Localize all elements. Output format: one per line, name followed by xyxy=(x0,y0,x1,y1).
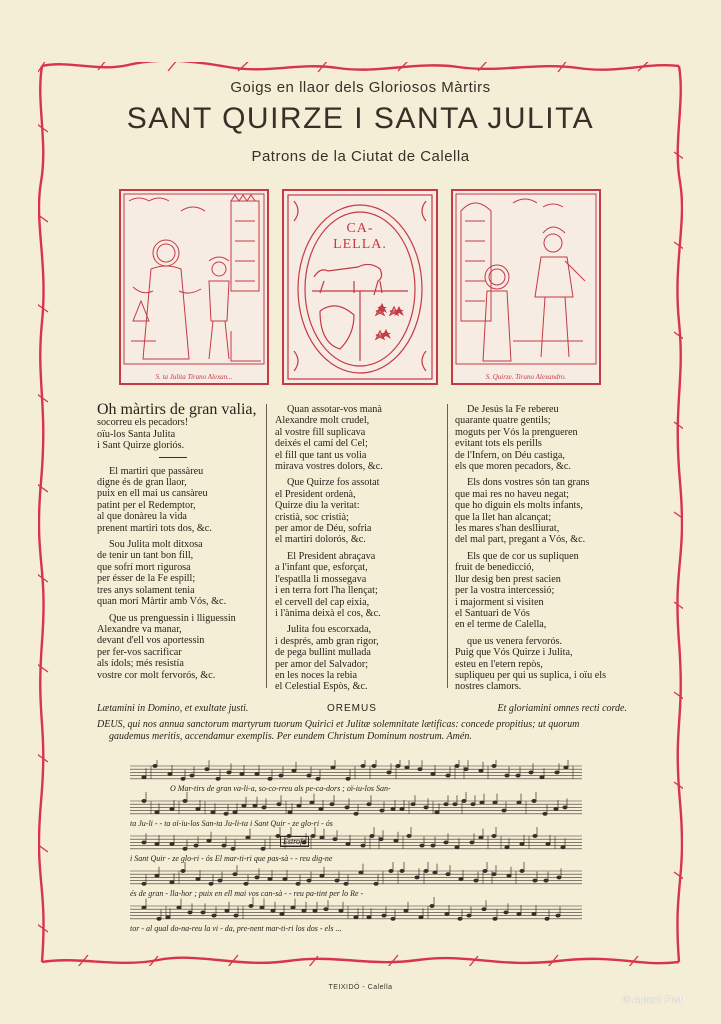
music-note xyxy=(181,777,185,780)
music-note xyxy=(482,908,486,911)
music-note xyxy=(462,799,466,802)
music-note xyxy=(142,799,146,802)
music-note xyxy=(344,882,348,885)
music-note xyxy=(268,777,272,780)
music-note xyxy=(505,774,509,777)
music-note xyxy=(227,771,231,774)
music-note xyxy=(407,834,411,837)
music-note xyxy=(313,909,317,912)
verse-5: Quan assotar-vos manà Alexandre molt crudel, al vostre fill suplicava deixés el camí del Cel; el fill que tant us volia mirava vostres dolors, &c. xyxy=(275,404,383,473)
music-note xyxy=(504,911,508,914)
music-note xyxy=(516,774,520,777)
music-note xyxy=(183,799,187,802)
printer-credit: TEIXIDÓ - Calella xyxy=(328,984,393,991)
music-note xyxy=(262,806,266,809)
lyric-line-2: ta Ju-li - - ta oï-iu-los San-ta Ju-li-ta i Sant Quir - ze glo-ri - ós xyxy=(130,819,333,828)
music-note xyxy=(370,834,374,837)
music-note xyxy=(361,844,365,847)
shield-line1: CA- xyxy=(346,221,374,236)
music-note xyxy=(433,871,437,874)
music-note xyxy=(181,869,185,872)
music-note xyxy=(444,803,448,806)
music-note xyxy=(557,876,561,879)
page-title: SANT QUIRZE I SANTA JULITA xyxy=(126,102,595,135)
music-note xyxy=(183,847,187,850)
music-note xyxy=(209,882,213,885)
music-note xyxy=(455,764,459,767)
music-note xyxy=(474,879,478,882)
music-note xyxy=(194,844,198,847)
music-note xyxy=(205,768,209,771)
music-note xyxy=(415,876,419,879)
music-note xyxy=(400,807,404,810)
music-note xyxy=(261,847,265,850)
music-note xyxy=(246,836,250,839)
verse-10: Els dons vostres són tan grans que mai res no haveu negat; que ho diguin els molts infants, que la llet han alcançat; les mares s'han deslliurat, del mal part, pregant a Vós, &c. xyxy=(455,477,590,546)
music-note xyxy=(431,772,435,775)
music-note xyxy=(255,876,259,879)
lyric-line-5: tor - al qual do-na-reu la vi - da, pre-nent mar-ti-ri los dos - els ... xyxy=(130,924,342,933)
music-note xyxy=(445,912,449,915)
music-note xyxy=(190,774,194,777)
caption-right: S. Quirze. Tirano Alexandro. xyxy=(485,373,567,381)
music-note xyxy=(222,844,226,847)
music-note xyxy=(372,764,376,767)
verse-9: De Jesús la Fe rebereu quarante quatre gentils; moguts per Vós la prengueren evitant tots els perills de l'Infern, on Déu castiga, els que moren pecadors, &c. xyxy=(455,404,578,473)
lyric-line-3: i Sant Quir - ze glo-ri - ós El mar-ti-ri que pas-sà - - reu dig-ne xyxy=(130,854,333,863)
oremus-title: OREMUS xyxy=(327,703,377,714)
verse-column-1 xyxy=(97,401,262,686)
music-note xyxy=(155,811,159,814)
prayer-line-1: DEUS, qui nos annua sanctorum martyrum tuorum Quirici et Julitæ solemnitate lætificas: concede propitius; ut quorum xyxy=(97,719,580,730)
music-note xyxy=(311,834,315,837)
verse-4: Que us prenguessin i lliguessin Alexandre va manar, devant d'ell vos aportessin per fer-vos sacrificar als ídols; més resistía vostre cor molt fervorós, &c. xyxy=(97,612,236,681)
music-note xyxy=(431,844,435,847)
music-note xyxy=(196,877,200,880)
music-note xyxy=(280,912,284,915)
music-note xyxy=(493,917,497,920)
verse-11: Els que de cor us supliquen fruit de benedicció, llur desig ben prest sacien per la vostra intercessió; i majorment si visiten el Santuari de Vós en el terme de Calella, xyxy=(455,550,579,631)
music-note xyxy=(561,846,565,849)
music-score xyxy=(130,760,585,940)
music-note xyxy=(331,766,335,769)
music-note xyxy=(554,807,558,810)
music-note xyxy=(320,874,324,877)
music-note xyxy=(471,803,475,806)
verse-1: Oh màrtirs de gran valia, socorreu els pecadors! oïu-los Santa Julita i Sant Quirze gloriós. xyxy=(97,401,257,452)
music-note xyxy=(346,777,350,780)
music-note xyxy=(405,766,409,769)
music-note xyxy=(361,764,365,767)
music-note xyxy=(279,774,283,777)
music-note xyxy=(354,916,358,919)
verse-12: que us venera fervorós. Puig que Vós Quirze i Julita, esteu en l'etern repòs, supliqueu per qui us suplica, i oïu els nostres clamors. xyxy=(455,635,607,693)
music-note xyxy=(479,836,483,839)
music-note xyxy=(216,777,220,780)
antiphon-right: Et gloriamini omnes recti corde. xyxy=(497,703,627,714)
music-note xyxy=(233,811,237,814)
music-note xyxy=(277,803,281,806)
music-note xyxy=(400,869,404,872)
music-note xyxy=(540,776,544,779)
music-note xyxy=(142,841,146,844)
music-note xyxy=(418,768,422,771)
music-note xyxy=(268,877,272,880)
music-note xyxy=(532,912,536,915)
music-note xyxy=(505,846,509,849)
verses xyxy=(97,401,627,693)
lyric-line-1: O Mar-tirs de gran va-li-a, so-co-rreu als pe-ca-dors ; oï-iu-los San- xyxy=(170,784,391,793)
music-note xyxy=(157,917,161,920)
music-note xyxy=(142,776,146,779)
music-note xyxy=(224,812,228,815)
music-note xyxy=(564,766,568,769)
music-note xyxy=(492,834,496,837)
music-note xyxy=(310,801,314,804)
music-note xyxy=(188,911,192,914)
music-note xyxy=(253,804,257,807)
music-note xyxy=(380,809,384,812)
music-note xyxy=(446,873,450,876)
music-note xyxy=(396,764,400,767)
separator xyxy=(159,457,187,458)
music-note xyxy=(233,873,237,876)
music-note xyxy=(464,768,468,771)
music-note xyxy=(324,908,328,911)
music-note xyxy=(483,869,487,872)
music-note xyxy=(520,869,524,872)
music-note xyxy=(330,803,334,806)
music-note xyxy=(211,811,215,814)
verse-2: El martiri que passàreu digne és de gran llaor, puix en ell mai us cansàreu patint per el Redemptor, al que donàreu la vida prenent martiri tots dos, &c. xyxy=(97,465,212,534)
music-note xyxy=(345,806,349,809)
music-note xyxy=(379,838,383,841)
music-note xyxy=(480,801,484,804)
verse-3: Sou Julita molt ditxosa de tenir un tant bon fill, que sofrí mort rigurosa per ésser de la Fe espill; tres anys solament tenia quan morí Màrtir amb Vós, &c. xyxy=(97,539,227,608)
header-subtitle: Goigs en llaor dels Gloriosos Màrtirs xyxy=(230,79,491,96)
caption-left: S. ta Julita Tirano Alexan... xyxy=(155,373,233,381)
music-note xyxy=(320,836,324,839)
music-note xyxy=(543,812,547,815)
music-note xyxy=(244,882,248,885)
music-note xyxy=(212,914,216,917)
music-note xyxy=(517,912,521,915)
antiphon-left: Lætamini in Domino, et exultate justi. xyxy=(97,703,249,714)
music-note xyxy=(319,807,323,810)
music-note xyxy=(170,842,174,845)
music-note xyxy=(240,772,244,775)
music-note xyxy=(170,807,174,810)
music-note xyxy=(333,838,337,841)
music-note xyxy=(520,842,524,845)
music-note xyxy=(166,916,170,919)
music-note xyxy=(389,869,393,872)
music-note xyxy=(555,771,559,774)
music-note xyxy=(435,811,439,814)
music-note xyxy=(271,909,275,912)
music-note xyxy=(291,906,295,909)
music-note xyxy=(335,879,339,882)
music-note xyxy=(467,914,471,917)
music-note xyxy=(533,834,537,837)
music-note xyxy=(411,803,415,806)
shield-inscription xyxy=(284,221,436,253)
music-note xyxy=(453,803,457,806)
music-note xyxy=(517,801,521,804)
header-patrons: Patrons de la Ciutat de Calella xyxy=(251,148,470,165)
music-note xyxy=(404,909,408,912)
music-note xyxy=(493,801,497,804)
music-note xyxy=(545,917,549,920)
music-note xyxy=(382,914,386,917)
music-note xyxy=(430,904,434,907)
music-note xyxy=(502,809,506,812)
estrofa-label: Estrofa xyxy=(280,836,309,847)
music-note xyxy=(459,877,463,880)
shield-line2: LELLA. xyxy=(333,237,387,252)
music-note xyxy=(177,906,181,909)
music-note xyxy=(359,871,363,874)
music-note xyxy=(168,772,172,775)
music-note xyxy=(419,916,423,919)
music-note xyxy=(234,914,238,917)
music-note xyxy=(207,839,211,842)
music-note xyxy=(288,811,292,814)
music-note xyxy=(339,909,343,912)
music-note xyxy=(302,909,306,912)
music-note xyxy=(446,774,450,777)
verse-8: Julita fou escorxada, i després, amb gran rigor, de pega bullint mullada per amor del Salvador; en les noces la rebia el Celestial Espòs, &c. xyxy=(275,624,379,693)
verse-7: El President abraçava a l'infant que, esforçat, l'espatlla li mossegava i en terra fort l'ha llençat; el cervell del cap eixia, i l'ànima deixà el cos, &c. xyxy=(275,550,381,619)
music-note xyxy=(470,841,474,844)
music-note xyxy=(142,882,146,885)
music-note xyxy=(218,879,222,882)
music-note xyxy=(231,847,235,850)
music-note xyxy=(297,804,301,807)
music-note xyxy=(529,771,533,774)
music-note xyxy=(153,764,157,767)
music-note xyxy=(367,916,371,919)
music-note xyxy=(307,879,311,882)
music-note xyxy=(249,904,253,907)
music-note xyxy=(374,882,378,885)
verse-6: Que Quirze fos assotat el President ordenà, Quirze diu la veritat: cristià, soc cristià; per amor de Déu, sofria el martiri dolorós, &c. xyxy=(275,477,380,546)
music-note xyxy=(492,873,496,876)
music-note xyxy=(394,839,398,842)
music-note xyxy=(242,804,246,807)
music-note xyxy=(307,774,311,777)
music-note xyxy=(507,874,511,877)
music-note xyxy=(354,812,358,815)
music-note xyxy=(424,806,428,809)
music-note xyxy=(556,914,560,917)
music-note xyxy=(346,842,350,845)
music-note xyxy=(444,841,448,844)
engraving-sant-quirze xyxy=(451,189,601,385)
music-note xyxy=(532,799,536,802)
music-note xyxy=(155,874,159,877)
music-note xyxy=(533,879,537,882)
music-note xyxy=(260,906,264,909)
music-note xyxy=(420,844,424,847)
music-note xyxy=(544,879,548,882)
music-note xyxy=(546,842,550,845)
music-note xyxy=(170,881,174,884)
verse-column-3 xyxy=(455,404,627,698)
prayer-line-2: gaudemus meritis, accendamur exemplis. Per eundem Christum Dominum nostrum. Amén. xyxy=(109,731,472,742)
music-note xyxy=(196,807,200,810)
music-note xyxy=(563,806,567,809)
prayer-text xyxy=(97,719,627,743)
music-note xyxy=(255,772,259,775)
music-note xyxy=(479,769,483,772)
music-note xyxy=(201,911,205,914)
music-note xyxy=(458,917,462,920)
music-note xyxy=(155,842,159,845)
music-note xyxy=(292,769,296,772)
engraving-santa-julita xyxy=(119,189,269,385)
music-note xyxy=(391,807,395,810)
music-note xyxy=(424,869,428,872)
music-note xyxy=(367,803,371,806)
music-note xyxy=(492,764,496,767)
music-note xyxy=(283,877,287,880)
verse-column-2 xyxy=(275,404,445,698)
music-note xyxy=(296,882,300,885)
music-note xyxy=(316,777,320,780)
music-note xyxy=(455,846,459,849)
lyric-line-4: és de gran - lla-hor ; puix en ell mai vos can-sà - - reu pa-tint per lo Re - xyxy=(130,889,364,898)
copyright-watermark: © Antoni Prat xyxy=(623,995,683,1006)
music-note xyxy=(391,917,395,920)
music-note xyxy=(225,909,229,912)
engraving-calella-shield xyxy=(282,189,438,385)
music-note xyxy=(142,906,146,909)
music-note xyxy=(387,771,391,774)
